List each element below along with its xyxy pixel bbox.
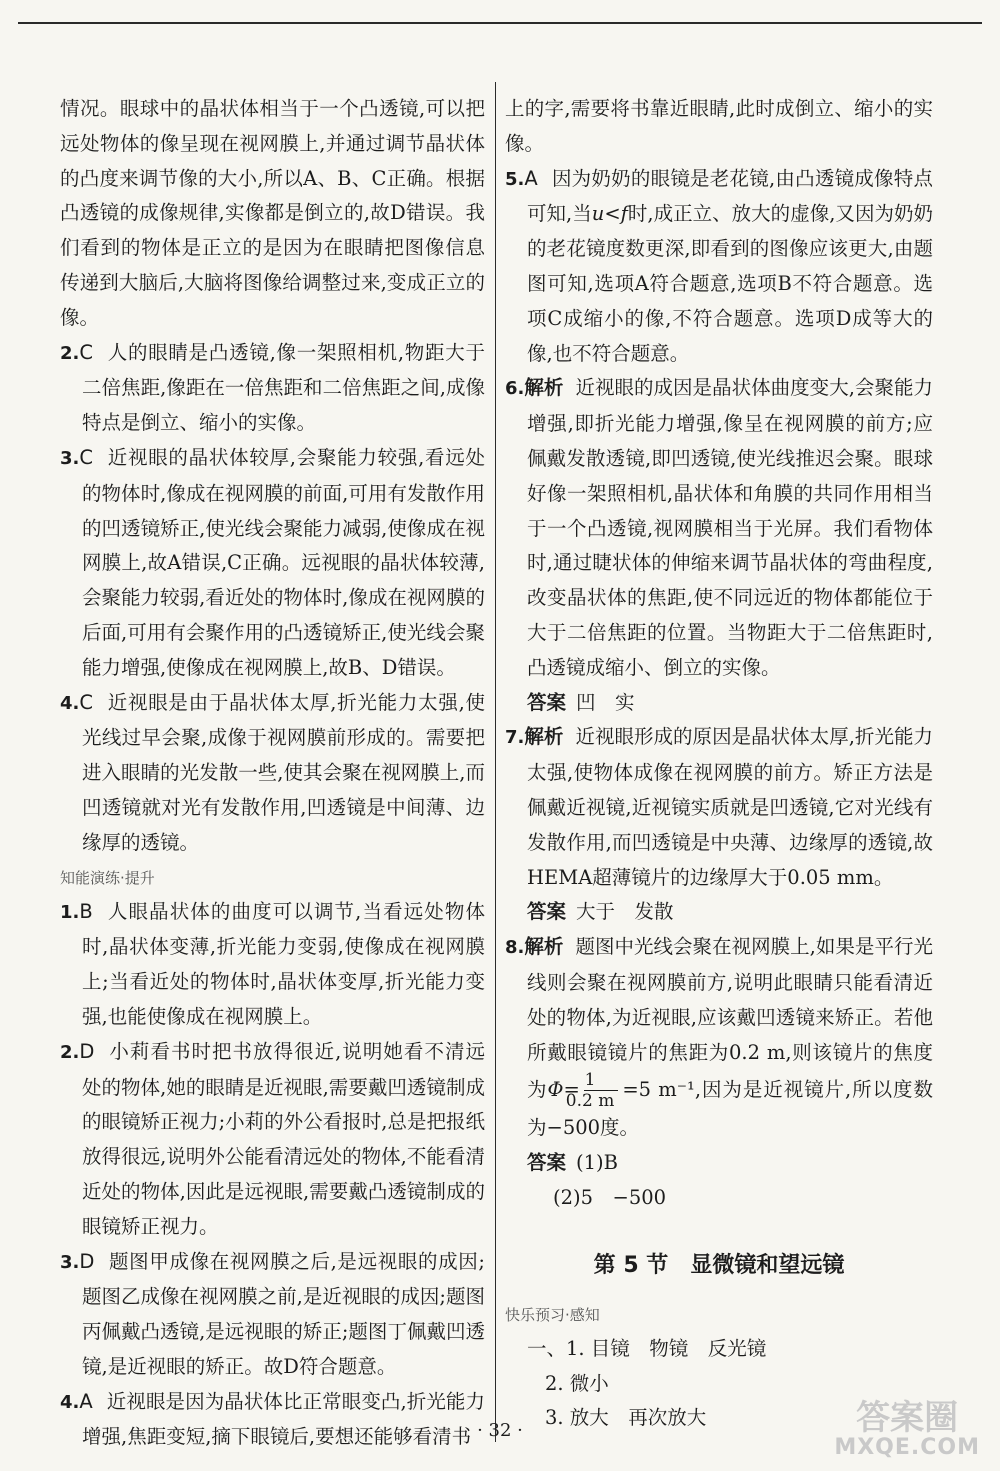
page-number: · 32 ·: [477, 1420, 523, 1441]
answer-line: 答案 (1)B: [527, 1151, 618, 1175]
right-column: [505, 92, 933, 1436]
answer-item: 1.B 人眼晶状体的曲度可以调节,当看远处物体时,晶状体变薄,折光能力变弱,使像成在视网膜上;当看近处的物体时,晶状体变厚,折光能力变强,也能使像成在视网膜上。: [60, 899, 485, 1028]
preview-line: 2. 微小: [545, 1371, 609, 1395]
section-heading: 第 5 节 显微镜和望远镜: [593, 1252, 845, 1278]
continuation-text: 情况。眼球中的晶状体相当于一个凸透镜,可以把远处物体的像呈现在视网膜上,并通过调节晶状体的凸度来调节像的大小,所以A、B、C正确。根据凸透镜的成像规律,实像都是倒立的,故D错误。我们看到的物体是正立的是因为在眼睛把图像信息传递到大脑后,大脑将图像给调整过来,变成正立的像。: [60, 97, 485, 329]
analysis-item: 7.解析 近视眼形成的原因是晶状体太厚,折光能力太强,使物体成像在视网膜的前方。矫正方法是佩戴近视镜,近视镜实质就是凹透镜,它对光线有发散作用,而凹透镜是中央薄、边缘厚的透镜,故HEMA超薄镜片的边缘厚大于0.05 mm。: [505, 725, 933, 889]
continuation-text: 上的字,需要将书靠近眼睛,此时成倒立、缩小的实像。: [505, 97, 933, 155]
answer-item: 4.C 近视眼是由于晶状体太厚,折光能力太强,使光线过早会聚,成像于视网膜前形成的。需要把进入眼睛的光发散一些,使其会聚在视网膜上,而凹透镜就对光有发散作用,凹透镜是中间薄、边缘厚的透镜。: [60, 690, 485, 854]
analysis-item: 8.解析 题图中光线会聚在视网膜上,如果是平行光线则会聚在视网膜前方,说明此眼睛只能看清近处的物体,为近视眼,应该戴凹透镜来矫正。若他所戴眼镜镜片的焦距为0.2 m,则该镜片的焦度为Φ= $\frac{1}{0.2 m}$ =5 m⁻¹,因为是近视镜片,所以度数为−500度。: [505, 935, 933, 1140]
watermark-logo: 答案圈 MXQE.COM: [834, 1398, 980, 1460]
analysis-item: 6.解析 近视眼的成因是晶状体曲度变大,会聚能力增强,即折光能力增强,像呈在视网膜的前方;应佩戴发散透镜,即凹透镜,使光线推迟会聚。眼球好像一架照相机,晶状体和角膜的共同作用相当于一个凸透镜,视网膜相当于光屏。我们看物体时,通过睫状体的伸缩来调节晶状体的弯曲程度,改变晶状体的焦距,使不同远近的物体都能位于大于二倍焦距的位置。当物距大于二倍焦距时,凸透镜成缩小、倒立的实像。: [505, 376, 933, 679]
preview-line: 3. 放大 再次放大: [545, 1406, 707, 1430]
left-column: [60, 92, 485, 1455]
answer-item: 3.D 题图甲成像在视网膜之后,是远视眼的成因;题图乙成像在视网膜之前,是近视眼的成因;题图丙佩戴凸透镜,是远视眼的矫正;题图丁佩戴凹透镜,是近视眼的矫正。故D符合题意。: [60, 1249, 485, 1378]
answer-line: 答案 大于 发散: [527, 900, 674, 924]
answer-item: 4.A 近视眼是因为晶状体比正常眼变凸,折光能力增强,焦距变短,摘下眼镜后,要想还能够看清书: [60, 1389, 485, 1449]
column-divider: [495, 82, 496, 1442]
section-label: 快乐预习·感知: [505, 1305, 600, 1324]
answer-item: 5.A 因为奶奶的眼镜是老花镜,由凸透镜成像特点可知,当u<f时,成正立、放大的虚像,又因为奶奶的老花镜度数更深,即看到的图像应该更大,由题图可知,选项A符合题意,选项B不符合题意。选项C成缩小的像,不符合题意。选项D成等大的像,也不符合题意。: [505, 166, 933, 365]
answer-item: 3.C 近视眼的晶状体较厚,会聚能力较强,看远处的物体时,像成在视网膜的前面,可用有发散作用的凹透镜矫正,使光线会聚能力减弱,使像成在视网膜上,故A错误,C正确。远视眼的晶状体较薄,会聚能力较弱,看近处的物体时,像成在视网膜的后面,可用有会聚作用的凸透镜矫正,使光线会聚能力增强,使像成在视网膜上,故B、D错误。: [60, 445, 485, 679]
fraction: $\frac{1}{0.2 m}$: [584, 1070, 619, 1111]
answer-line: 答案 凹 实: [527, 690, 635, 714]
answer-line: (2)5 −500: [553, 1185, 667, 1209]
answer-item: 2.D 小莉看书时把书放得很近,说明她看不清远处的物体,她的眼睛是近视眼,需要戴凹透镜制成的眼镜矫正视力;小莉的外公看报时,总是把报纸放得很远,说明外公能看清远处的物体,不能看清近处的物体,因此是远视眼,需要戴凸透镜制成的眼镜矫正视力。: [60, 1039, 485, 1238]
section-label: 知能演练·提升: [60, 868, 155, 887]
top-rule: [18, 22, 982, 24]
preview-line: 一、1. 目镜 物镜 反光镜: [527, 1336, 767, 1360]
answer-item: 2.C 人的眼睛是凸透镜,像一架照相机,物距大于二倍焦距,像距在一倍焦距和二倍焦距之间,成像特点是倒立、缩小的实像。: [60, 340, 485, 435]
